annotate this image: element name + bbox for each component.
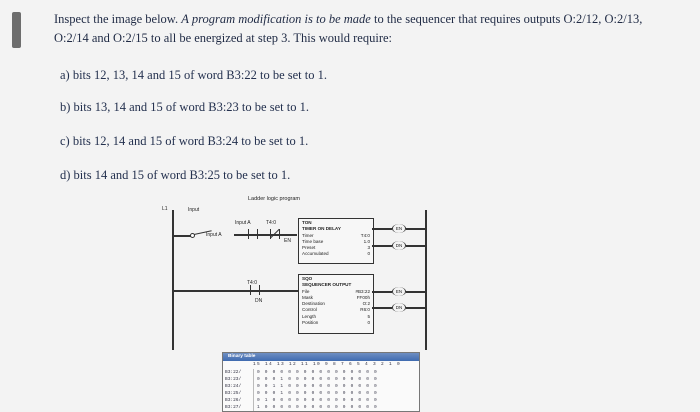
rung-1-left [234, 234, 297, 236]
table-row [223, 383, 419, 390]
row-bits: 0 0 0 1 0 0 0 0 0 0 0 0 0 0 0 0 [257, 391, 378, 396]
input-label: Input [188, 207, 200, 213]
left-power-rail [172, 210, 174, 350]
sqo-row-key: Destination [302, 301, 325, 307]
ton-row-key: Time base [302, 238, 324, 244]
contact-2-tag: T4:0 [266, 220, 277, 226]
row-bits: 0 0 0 1 0 0 0 0 0 0 0 0 0 0 0 0 [257, 377, 378, 382]
rail-label: L1 [162, 206, 168, 212]
row-address: B3:27/ [223, 404, 254, 411]
table-row [223, 397, 419, 404]
contact-input-a [248, 229, 258, 239]
scroll-indicator [12, 12, 21, 48]
ton-block [298, 218, 374, 264]
ton-title: TON [302, 220, 312, 225]
ton-row-value: 1.0 [363, 238, 370, 244]
sqo-subtitle: SEQUENCER OUTPUT [302, 282, 352, 288]
ton-en-wire-right [406, 228, 425, 230]
sqo-row-key: Control [302, 307, 317, 313]
input-wire [172, 235, 192, 237]
input-tag: Input A [206, 232, 222, 238]
sqo-dn-wire-right [406, 307, 425, 309]
rung-2-wire [172, 290, 298, 292]
ton-en-wire [372, 228, 392, 230]
sqo-block [298, 274, 374, 334]
row-bits: 0 1 0 0 0 0 0 0 0 0 0 0 0 0 0 0 [257, 398, 378, 403]
sqo-dn-wire [372, 307, 392, 309]
sqo-row-value: #B3:22 [355, 288, 370, 294]
en-label: EN [284, 238, 291, 244]
table-row [223, 369, 419, 376]
ton-subtitle: TIMER ON DELAY [302, 226, 341, 232]
contact-1-tag: Input A [235, 220, 251, 226]
row-bits: 0 0 0 0 0 0 0 0 0 0 0 0 0 0 0 0 [257, 370, 378, 375]
ton-row-key: Timer [302, 232, 314, 238]
option-a[interactable]: a) bits 12, 13, 14 and 15 of word B3:22 to be set to 1. [60, 68, 327, 82]
binary-table [222, 352, 420, 412]
question-intro: Inspect the image below. [54, 12, 182, 26]
ton-row-key: Accumulated [302, 251, 329, 257]
sqo-title: SQO [302, 276, 313, 281]
contact-3-tag: T4:0 [247, 280, 258, 286]
sqo-dn-coil: DN [392, 303, 406, 312]
sqo-row-value: R6:0 [360, 307, 370, 313]
right-power-rail [425, 210, 427, 350]
sqo-row-key: Length [302, 313, 317, 319]
sqo-en-coil: EN [392, 287, 406, 296]
sqo-en-wire [372, 291, 392, 293]
binary-table-title: Binary table [223, 353, 419, 361]
sqo-en-wire-right [406, 291, 425, 293]
question-rest: to the sequencer that requires outputs O:2/12, O:2/13, O:2/14 and O:2/15 to all be energized at step 3. This would require: [54, 12, 643, 45]
row-address: B3:26/ [223, 397, 254, 404]
row-address: B3:23/ [223, 376, 254, 383]
sqo-row-key: Mask [302, 294, 313, 300]
ton-en-coil: EN [392, 224, 406, 233]
sqo-row-value: FF00h [356, 294, 370, 300]
table-row [223, 390, 419, 397]
table-row [223, 376, 419, 383]
ton-row-value: 0 [367, 251, 370, 257]
dn-label: DN [255, 298, 263, 304]
contact-t4-0-dn [270, 229, 280, 239]
row-bits: 1 0 0 0 0 0 0 0 0 0 0 0 0 0 0 0 [257, 405, 378, 410]
row-address: B3:24/ [223, 383, 254, 390]
sqo-row-key: File [302, 288, 310, 294]
ladder-logic-figure [150, 190, 570, 410]
sqo-row-value: 5 [367, 313, 370, 319]
question-emphasis: A program modification is to be made [181, 12, 371, 26]
ton-dn-coil: DN [392, 241, 406, 250]
option-c[interactable]: c) bits 12, 14 and 15 of word B3:24 to be set to 1. [60, 134, 309, 148]
ton-row-value: T4:0 [360, 232, 370, 238]
ton-dn-wire [372, 245, 392, 247]
figure-title: Ladder logic program [248, 196, 300, 202]
sqo-row-key: Position [302, 320, 319, 326]
ton-row-key: Preset [302, 245, 316, 251]
row-address: B3:22/ [223, 369, 254, 376]
ton-dn-wire-right [406, 245, 425, 247]
binary-table-header: 15 14 13 12 11 10 9 8 7 6 5 4 3 2 1 0 [253, 362, 402, 367]
sqo-row-value: 0 [367, 320, 370, 326]
question-text [54, 10, 674, 48]
ton-row-value: 3 [367, 245, 370, 251]
contact-t4-0-done [250, 285, 260, 295]
row-bits: 0 0 1 1 0 0 0 0 0 0 0 0 0 0 0 0 [257, 384, 378, 389]
sqo-row-value: O:2 [362, 301, 370, 307]
option-b[interactable]: b) bits 13, 14 and 15 of word B3:23 to be set to 1. [60, 100, 309, 114]
option-d[interactable]: d) bits 14 and 15 of word B3:25 to be set to 1. [60, 168, 291, 182]
row-address: B3:25/ [223, 390, 254, 397]
